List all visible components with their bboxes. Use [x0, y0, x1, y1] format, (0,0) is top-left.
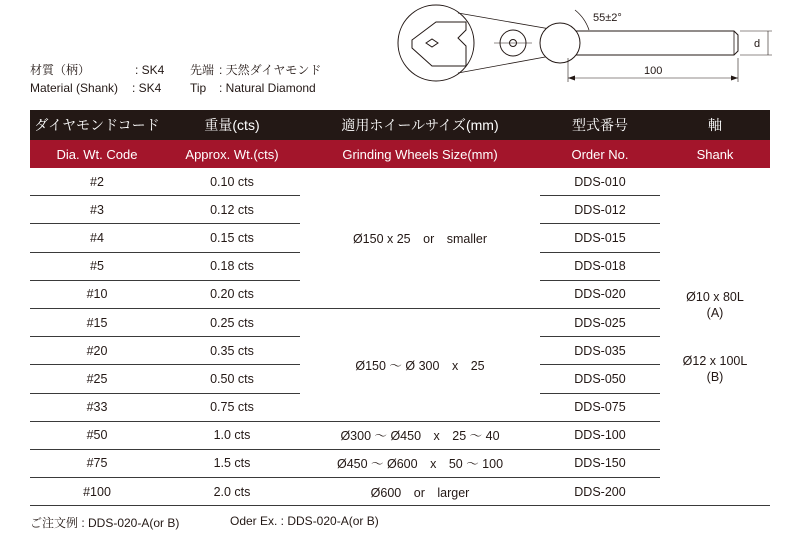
- wheel-size-cell: Ø150 x 25 or smaller: [300, 168, 540, 308]
- header-jp-order: 型式番号: [540, 110, 660, 140]
- material-jp-value: : SK4: [135, 63, 165, 77]
- order-example-jp: ご注文例 : DDS-020-A(or B): [30, 516, 180, 530]
- spec-line-en: [30, 80, 370, 96]
- header-en-weight: Approx. Wt.(cts): [164, 140, 300, 168]
- shank-b-size: Ø12 x 100L: [682, 353, 748, 368]
- weight-cell: 2.0 cts: [164, 478, 300, 506]
- weight-cell: 0.35 cts: [164, 337, 300, 365]
- order-example-en: Oder Ex. : DDS-020-A(or B): [230, 514, 379, 528]
- leader-line-top: [458, 13, 556, 30]
- dia-code-cell: #100: [30, 478, 164, 506]
- wheel-size-cell: Ø600 or larger: [300, 478, 540, 506]
- dia-code-cell: #3: [30, 196, 164, 224]
- header-jp-wheel: 適用ホイールサイズ(mm): [300, 110, 540, 140]
- dia-code-cell: #2: [30, 168, 164, 196]
- tip-en-value: : Natural Diamond: [219, 81, 316, 95]
- header-jp-code: ダイヤモンドコード: [30, 110, 164, 140]
- header-en-wheel: Grinding Wheels Size(mm): [300, 140, 540, 168]
- dia-code-cell: #4: [30, 224, 164, 252]
- diameter-label: d: [754, 38, 761, 50]
- weight-cell: 1.0 cts: [164, 421, 300, 449]
- shank-a-size: Ø10 x 80L: [686, 289, 744, 304]
- shank-option-b: [660, 353, 770, 385]
- shank-cell: [660, 168, 770, 506]
- table-row: [30, 168, 770, 196]
- wheel-size-cell: Ø150 〜 Ø 300 x 25: [300, 308, 540, 421]
- header-en-shank: Shank: [660, 140, 770, 168]
- material-en-value: : SK4: [132, 81, 162, 95]
- weight-cell: 0.75 cts: [164, 393, 300, 421]
- weight-cell: 0.25 cts: [164, 308, 300, 336]
- spec-line-jp: [30, 62, 370, 78]
- order-no-cell: DDS-050: [540, 365, 660, 393]
- order-no-cell: DDS-100: [540, 421, 660, 449]
- weight-cell: 0.15 cts: [164, 224, 300, 252]
- dia-code-cell: #10: [30, 280, 164, 308]
- header-jp-weight: 重量(cts): [164, 110, 300, 140]
- dia-code-cell: #15: [30, 308, 164, 336]
- length-arrow-left: [568, 76, 575, 81]
- table-row: [30, 421, 770, 449]
- weight-cell: 0.50 cts: [164, 365, 300, 393]
- wheel-size-cell: Ø450 〜 Ø600 x 50 〜 100: [300, 449, 540, 477]
- dia-code-cell: #75: [30, 449, 164, 477]
- order-no-cell: DDS-075: [540, 393, 660, 421]
- header-en-code: Dia. Wt. Code: [30, 140, 164, 168]
- tip-jp-value: : 天然ダイヤモンド: [219, 63, 322, 77]
- table-row: [30, 308, 770, 336]
- diamond-tip: [426, 39, 438, 47]
- order-no-cell: DDS-012: [540, 196, 660, 224]
- order-no-cell: DDS-025: [540, 308, 660, 336]
- shank-b-label: (B): [706, 369, 724, 384]
- leader-line-bottom: [458, 55, 556, 73]
- material-jp-label: 材質（柄）: [30, 63, 91, 77]
- header-row-en: [30, 140, 770, 168]
- shank-a-label: (A): [706, 305, 724, 320]
- diamond-dresser-table: [30, 110, 770, 506]
- shank-option-a: [660, 289, 770, 321]
- order-no-cell: DDS-200: [540, 478, 660, 506]
- header-row-jp: [30, 110, 770, 140]
- order-no-cell: DDS-015: [540, 224, 660, 252]
- tip-circle: [540, 23, 580, 63]
- table-row: [30, 449, 770, 477]
- order-no-cell: DDS-020: [540, 280, 660, 308]
- dia-code-cell: #25: [30, 365, 164, 393]
- dia-code-cell: #50: [30, 421, 164, 449]
- weight-cell: 0.18 cts: [164, 252, 300, 280]
- table-row: [30, 478, 770, 506]
- header-jp-shank: 軸: [660, 110, 770, 140]
- header-en-order: Order No.: [540, 140, 660, 168]
- length-label: 100: [644, 65, 663, 77]
- weight-cell: 0.20 cts: [164, 280, 300, 308]
- wheel-size-cell: Ø300 〜 Ø450 x 25 〜 40: [300, 421, 540, 449]
- weight-cell: 0.10 cts: [164, 168, 300, 196]
- dia-code-cell: #20: [30, 337, 164, 365]
- tip-jp-label: 先端: [190, 63, 215, 77]
- weight-cell: 0.12 cts: [164, 196, 300, 224]
- angle-arc: [575, 10, 589, 30]
- tip-profile: [412, 22, 466, 66]
- length-arrow-right: [731, 76, 738, 81]
- order-no-cell: DDS-018: [540, 252, 660, 280]
- material-en-label: Material (Shank): [30, 81, 119, 95]
- order-no-cell: DDS-035: [540, 337, 660, 365]
- dia-code-cell: #33: [30, 393, 164, 421]
- order-no-cell: DDS-010: [540, 168, 660, 196]
- order-no-cell: DDS-150: [540, 449, 660, 477]
- tip-en-label: Tip: [190, 81, 207, 95]
- angle-label: 55±2°: [593, 12, 622, 24]
- shank-outline: [574, 31, 738, 55]
- weight-cell: 1.5 cts: [164, 449, 300, 477]
- dia-code-cell: #5: [30, 252, 164, 280]
